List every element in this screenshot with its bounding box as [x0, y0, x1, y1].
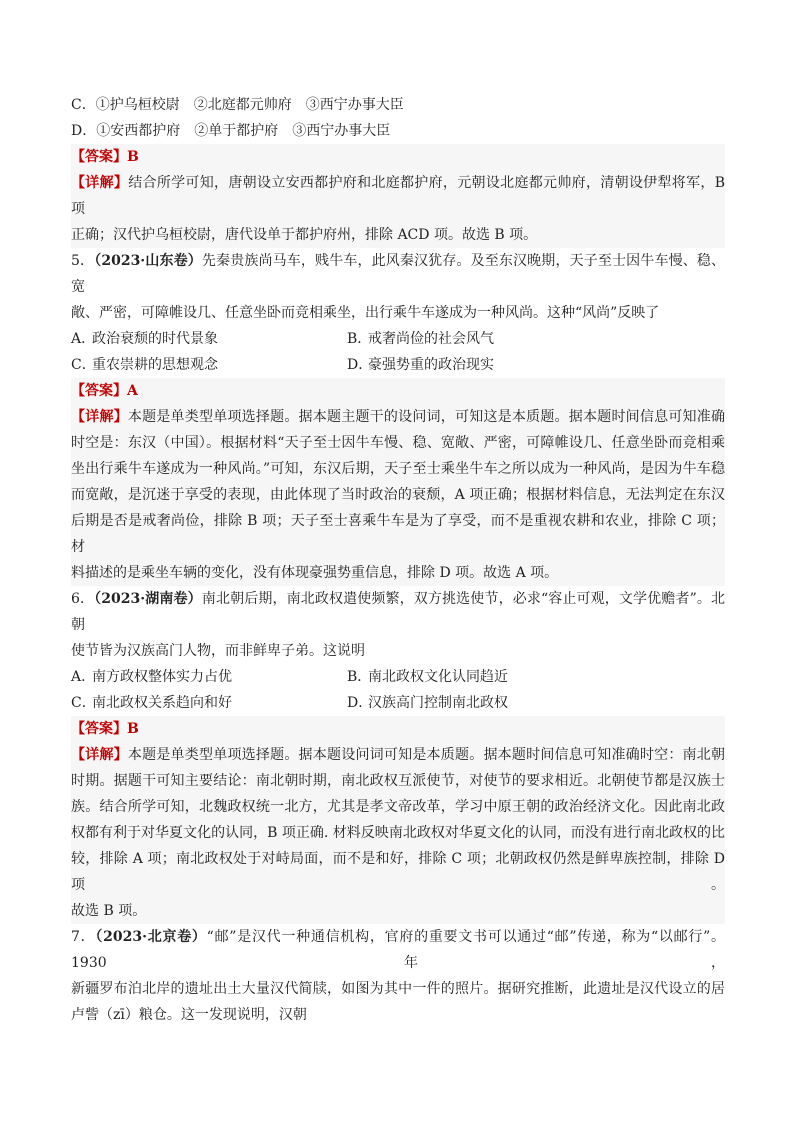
detail-line: 而宽敞，是沉迷于享受的表现，由此体现了当时政治的衰颓，A 项正确；根据材料信息，无法判定在东汉 — [71, 487, 725, 503]
answer-tag: 【答案】 — [71, 149, 127, 165]
detail-line: 本题是单类型单项选择题。据本题主题干的设问词，可知这是本质题。据本题时间信息可知准确 — [127, 409, 725, 425]
detail-line: 料描述的是乘坐车辆的变化，没有体现豪强势重信息，排除 D 项。故选 A 项。 — [71, 565, 559, 581]
question-content — [71, 92, 725, 1028]
q4-option-c — [71, 92, 725, 118]
option-item: ③西宁办事大臣 — [305, 97, 404, 113]
option-b: B．南北政权文化认同趋近 — [347, 669, 508, 685]
q5-options-row-1 — [71, 326, 725, 352]
option-item: ③西宁办事大臣 — [292, 123, 391, 139]
q6-detail — [71, 742, 725, 924]
stem-line: “邮”是汉代一种通信机构，官府的重要文书可以通过“邮”传递，称为“以邮行”。1930 年， — [71, 929, 725, 971]
answer-value: A — [127, 383, 138, 399]
detail-tag: 【详解】 — [71, 409, 128, 425]
option-c: C．南北政权关系趋向和好 — [71, 695, 232, 711]
q5-detail — [71, 404, 725, 586]
option-a: A．南方政权整体实力占优 — [71, 669, 232, 685]
answer-value: B — [127, 721, 139, 737]
stem-line: 先秦贵族尚马车，贱牛车，此风秦汉犹存。及至东汉晚期，天子至士因牛车慢、稳、宽 — [71, 253, 726, 295]
detail-line: 后期是否是戒奢尚俭，排除 B 项；天子至士喜乘牛车是为了享受，而不是重视农耕和农业，排除 C 项；材 — [71, 513, 725, 555]
detail-line: 权都有利于对华夏文化的认同，B 项正确. 材料反映南北政权对华夏文化的认同，而没有进行南北政权的比 — [71, 825, 725, 841]
stem-line: 使节皆为汉族高门人物，而非鲜卑子弟。这说明 — [71, 643, 365, 659]
question-number: 7． — [71, 929, 96, 945]
stem-line: 卢訾（zī）粮仓。这一发现说明，汉朝 — [71, 1007, 307, 1023]
stem-line: 新疆罗布泊北岸的遗址出土大量汉代简牍，如图为其中一件的照片。据研究推断，此遗址是汉代设立的居 — [71, 981, 725, 997]
question-number: 5． — [71, 253, 95, 269]
detail-tag: 【详解】 — [71, 175, 129, 191]
q6-answer — [71, 716, 725, 742]
q5-stem — [71, 248, 725, 300]
option-item: ②单于都护府 — [194, 123, 279, 139]
option-item: ①护乌桓校尉 — [95, 97, 180, 113]
option-item: ①安西都护府 — [96, 123, 181, 139]
q4-detail — [71, 170, 725, 248]
detail-line: 族。结合所学可知，北魏政权统一北方，尤其是孝文帝改革，学习中原王朝的政治经济文化。因此南北政 — [71, 799, 725, 815]
detail-line: 故选 B 项。 — [71, 903, 147, 919]
detail-line: 坐出行乘牛车遂成为一种风尚。”可知，东汉后期，天子至士乘坐牛车之所以成为一种风尚，是因为牛车稳 — [71, 461, 725, 477]
option-c: C．重农崇耕的思想观念 — [71, 357, 218, 373]
option-label: D． — [71, 123, 97, 139]
q4-option-d — [71, 118, 725, 144]
q5-options-row-2 — [71, 352, 725, 378]
question-source: （2023·湖南卷） — [94, 591, 202, 607]
option-d: D．豪强势重的政治现实 — [347, 357, 494, 373]
detail-tag: 【详解】 — [71, 747, 128, 763]
detail-line: 本题是单类型单项选择题。据本题设问词可知是本质题。据本题时间信息可知准确时空：南北朝 — [127, 747, 725, 763]
q5-answer — [71, 378, 725, 404]
detail-line: 时空是：东汉（中国）。根据材料“天子至士因牛车慢、稳、宽敞、严密，可障帷设几、任意坐卧而竞相乘 — [71, 435, 725, 451]
option-a: A．政治衰颓的时代景象 — [71, 331, 218, 347]
answer-tag: 【答案】 — [71, 383, 127, 399]
option-b: B．戒奢尚俭的社会风气 — [347, 331, 494, 347]
question-source: （2023·山东卷） — [94, 253, 202, 269]
question-source: （2023·北京卷） — [95, 929, 207, 945]
detail-line: 较，排除 A 项；南北政权处于对峙局面，而不是和好，排除 C 项；北朝政权仍然是鲜卑族控制，排除 D 项。 — [71, 851, 725, 893]
q6-options-row-2 — [71, 690, 725, 716]
q7-stem — [71, 924, 725, 976]
answer-tag: 【答案】 — [71, 721, 127, 737]
q4-answer — [71, 144, 725, 170]
option-d: D．汉族高门控制南北政权 — [347, 695, 508, 711]
q6-options-row-1 — [71, 664, 725, 690]
detail-line: 结合所学可知，唐朝设立安西都护府和北庭都护府，元朝设北庭都元帅府，清朝设伊犁将军，B 项 — [71, 175, 725, 217]
detail-line: 正确；汉代护乌桓校尉，唐代设单于都护府州，排除 ACD 项。故选 B 项。 — [71, 227, 538, 243]
question-number: 6． — [71, 591, 95, 607]
option-item: ②北庭都元帅府 — [193, 97, 292, 113]
stem-line: 南北朝后期，南北政权遣使频繁，双方挑选使节，必求“容止可观，文学优赡者”。北朝 — [71, 591, 725, 633]
detail-line: 时期。据题干可知主要结论：南北朝时期，南北政权互派使节，对使节的要求相近。北朝使节都是汉族士 — [71, 773, 725, 789]
stem-line: 敞、严密，可障帷设几、任意坐卧而竞相乘坐，出行乘牛车遂成为一种风尚。这种“风尚”反映了 — [71, 305, 660, 321]
option-label: C． — [71, 97, 96, 113]
q6-stem — [71, 586, 725, 638]
answer-value: B — [127, 149, 139, 165]
